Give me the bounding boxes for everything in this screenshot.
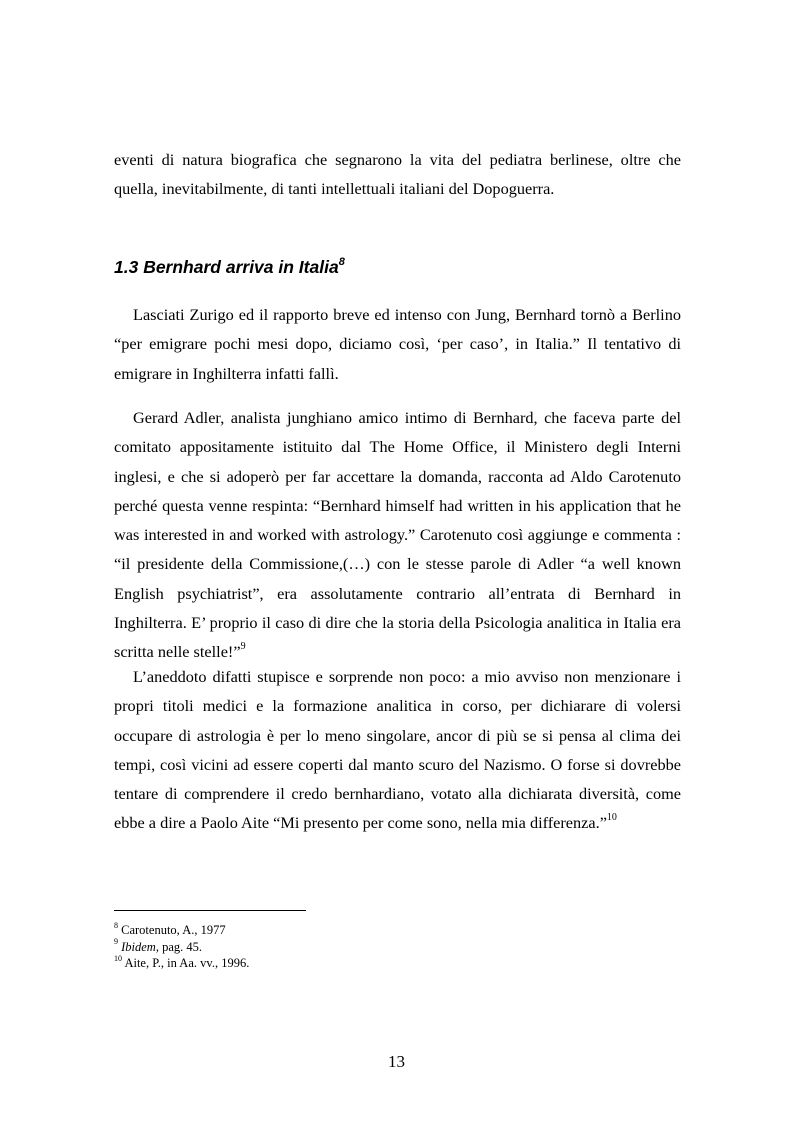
- footnotes: [114, 922, 514, 972]
- intro-text: eventi di natura biografica che segnarono la vita del pediatra berlinese, oltre che quella, inevitabilmente, di tanti intellettuali italiani del Dopoguerra.: [114, 150, 681, 199]
- paragraph-3: [114, 662, 681, 838]
- footnote-ibidem: Ibidem,: [121, 939, 159, 954]
- footnote: [114, 922, 514, 939]
- paragraph-2: [114, 403, 681, 667]
- paragraph-3-text: L’aneddoto difatti stupisce e sorprende non poco: a mio avviso non menzionare i propri titoli medici e la formazione analitica in corso, per dichiarare di volersi occupare di astrologia è per lo meno singolare, ancor di più se si pensa al clima dei tempi, così vicini ad essere coperti dal manto scuro del Nazismo. O forse si dovrebbe tentare di comprendere il credo bernhardiano, votato alla dichiarata diversità, come ebbe a dire a Paolo Aite “Mi presento per come sono, nella mia differenza.”: [114, 667, 681, 833]
- paragraph-2-text: Gerard Adler, analista junghiano amico intimo di Bernhard, che faceva parte del comitato appositamente istituito dal The Home Office, il Ministero degli Interni inglesi, e che si adoperò per far accettare la domanda, racconta ad Aldo Carotenuto perché questa venne respinta: “Bernhard himself had written in his application that he was interested in and worked with astrology.” Carotenuto così aggiunge e commenta : “il presidente della Commissione,(…) con le stesse parole di Adler “a well known English psychiatrist”, era assolutamente contrario all’entrata di Bernhard in Inghilterra. E’ proprio il caso di dire che la storia della Psicologia analitica in Italia era scritta nelle stelle!”: [114, 408, 681, 662]
- footnote-ref-10[interactable]: 10: [606, 812, 617, 824]
- footnote-text: Aite, P., in Aa. vv., 1996.: [124, 956, 250, 970]
- heading-footnote-ref[interactable]: 8: [338, 256, 345, 269]
- section-title: 1.3 Bernhard arriva in Italia: [114, 257, 339, 277]
- footnote: [114, 939, 514, 956]
- footnote-number: 8: [114, 920, 118, 930]
- footnote-number: 9: [114, 937, 118, 947]
- intro-paragraph: [114, 145, 681, 204]
- footnote: [114, 955, 514, 972]
- page-number: 13: [388, 1052, 405, 1071]
- footnote-text: Carotenuto, A., 1977: [121, 923, 226, 937]
- footnote-number: 10: [114, 953, 122, 963]
- paragraph-1-text: Lasciati Zurigo ed il rapporto breve ed intenso con Jung, Bernhard tornò a Berlino “per emigrare pochi mesi dopo, diciamo così, ‘per caso’, in Italia.” Il tentativo di emigrare in Inghilterra infatti fallì.: [114, 305, 681, 383]
- paragraph-1: [114, 300, 681, 388]
- section-heading: [114, 253, 345, 281]
- footnote-text: pag. 45.: [162, 939, 203, 954]
- footnote-ref-9[interactable]: 9: [240, 640, 246, 652]
- footnote-divider: [114, 910, 306, 911]
